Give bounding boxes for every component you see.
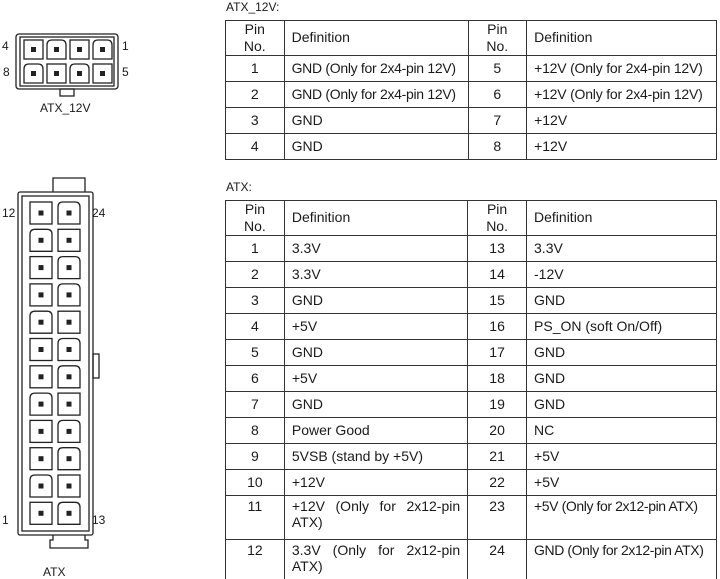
pin-definition-cell: +12V (Only for 2x4-pin 12V)	[527, 81, 717, 107]
pin-definition-cell: +12V	[527, 133, 717, 159]
header-pin-no: Pin No.	[226, 21, 285, 56]
pin-number-cell: 3	[226, 107, 285, 133]
pin-number-cell: 6	[226, 365, 285, 391]
pin-dot	[77, 71, 82, 76]
pin-number-cell: 20	[468, 417, 527, 443]
pin-number-cell: 7	[226, 391, 285, 417]
atx-pin-label-12: 12	[2, 206, 16, 220]
pin-dot	[100, 47, 105, 52]
pin-number-cell: 8	[226, 417, 285, 443]
pin-dot	[67, 265, 72, 270]
pin-number-cell: 13	[468, 235, 527, 261]
atx12v-table-title: ATX_12V:	[226, 0, 280, 14]
pin-dot	[39, 238, 44, 243]
table-row	[226, 339, 717, 365]
pin-dot	[67, 429, 72, 434]
pin-number-cell: 15	[468, 287, 527, 313]
pin-definition-cell: +5V	[284, 313, 467, 339]
pin-definition-cell: GND	[284, 133, 468, 159]
pin-dot	[31, 47, 36, 52]
atx12v-pin-label-8: 8	[3, 65, 10, 79]
atx-connector-diagram	[15, 178, 115, 558]
pin-dot	[67, 211, 72, 216]
pin-definition-cell: +12V	[284, 469, 467, 495]
pin-number-cell: 22	[468, 469, 527, 495]
pin-number-cell: 2	[226, 81, 285, 107]
pin-dot	[67, 374, 72, 379]
atx-pin-label-24: 24	[92, 206, 106, 220]
pin-number-cell: 18	[468, 365, 527, 391]
connector-housing	[18, 192, 93, 535]
table-row	[226, 391, 717, 417]
header-definition: Definition	[284, 21, 468, 56]
pin-definition-cell: GND (Only for 2x12-pin ATX)	[527, 539, 717, 579]
pin-definition-cell: +12V (Only for 2x4-pin 12V)	[527, 55, 717, 81]
pin-definition-cell: GND	[527, 287, 717, 313]
atx12v-pin-table	[225, 20, 717, 160]
pin-dot	[67, 238, 72, 243]
pin-definition-cell: +12V	[527, 107, 717, 133]
pin-dot	[39, 511, 44, 516]
atx-pin-table	[225, 200, 717, 579]
pin-definition-cell: NC	[527, 417, 717, 443]
table-row	[226, 443, 717, 469]
pin-number-cell: 4	[226, 133, 285, 159]
table-row	[226, 55, 717, 81]
pin-number-cell: 11	[226, 495, 285, 539]
atx-pin-label-1: 1	[2, 513, 9, 527]
pin-number-cell: 5	[468, 55, 527, 81]
table-header-row	[226, 21, 717, 56]
table-header-row	[226, 201, 717, 236]
pin-number-cell: 21	[468, 443, 527, 469]
pin-number-cell: 23	[468, 495, 527, 539]
pin-definition-cell: GND	[527, 391, 717, 417]
connector-inner	[20, 37, 114, 86]
header-pin-no: Pin No.	[226, 201, 285, 236]
pin-number-cell: 3	[226, 287, 285, 313]
pin-definition-cell: GND	[284, 339, 467, 365]
pin-number-cell: 19	[468, 391, 527, 417]
pin-definition-cell: -12V	[527, 261, 717, 287]
atx12v-pin-label-4: 4	[2, 39, 9, 53]
header-definition: Definition	[527, 21, 717, 56]
pin-definition-cell: GND (Only for 2x4-pin 12V)	[284, 55, 468, 81]
pin-definition-cell: GND	[527, 365, 717, 391]
pin-definition-cell: GND	[284, 391, 467, 417]
pin-number-cell: 24	[468, 539, 527, 579]
pin-dot	[67, 292, 72, 297]
pin-definition-cell: +12V (Only for 2x12-pin ATX)	[284, 495, 467, 539]
pin-dot	[39, 484, 44, 489]
pin-number-cell: 6	[468, 81, 527, 107]
pin-definition-cell: GND (Only for 2x4-pin 12V)	[284, 81, 468, 107]
table-row	[226, 235, 717, 261]
header-definition: Definition	[527, 201, 717, 236]
pin-number-cell: 1	[226, 235, 285, 261]
pin-dot	[39, 211, 44, 216]
pin-definition-cell: +5V	[527, 469, 717, 495]
pin-definition-cell: GND	[284, 107, 468, 133]
pin-definition-cell: GND	[527, 339, 717, 365]
atx12v-connector-diagram	[14, 34, 124, 94]
pin-number-cell: 4	[226, 313, 285, 339]
pin-number-cell: 8	[468, 133, 527, 159]
pin-dot	[39, 292, 44, 297]
table-row	[226, 365, 717, 391]
pin-dot	[31, 71, 36, 76]
pin-dot	[67, 347, 72, 352]
pin-dot	[67, 402, 72, 407]
pin-dot	[67, 320, 72, 325]
pin-number-cell: 1	[226, 55, 285, 81]
pin-definition-cell: Power Good	[284, 417, 467, 443]
pin-definition-cell: +5V	[527, 443, 717, 469]
table-row	[226, 261, 717, 287]
pin-dot	[67, 484, 72, 489]
atx12v-pin-label-1: 1	[122, 39, 129, 53]
pin-dot	[39, 265, 44, 270]
pin-number-cell: 14	[468, 261, 527, 287]
pin-definition-cell: PS_ON (soft On/Off)	[527, 313, 717, 339]
pin-definition-cell: GND	[284, 287, 467, 313]
connector-latch-top	[53, 178, 85, 192]
pin-dot	[39, 402, 44, 407]
pin-dot	[39, 456, 44, 461]
connector-side-tab	[93, 354, 99, 378]
table-row	[226, 495, 717, 539]
table-row	[226, 417, 717, 443]
pin-dot	[67, 456, 72, 461]
pin-number-cell: 9	[226, 443, 285, 469]
table-row	[226, 469, 717, 495]
pin-number-cell: 7	[468, 107, 527, 133]
atx-pin-label-13: 13	[92, 513, 106, 527]
pin-dot	[39, 347, 44, 352]
pin-dot	[39, 320, 44, 325]
pin-number-cell: 17	[468, 339, 527, 365]
table-row	[226, 81, 717, 107]
pin-definition-cell: +5V (Only for 2x12-pin ATX)	[527, 495, 717, 539]
pin-definition-cell: +5V	[284, 365, 467, 391]
connector-inner	[22, 196, 89, 531]
atx12v-pin-label-5: 5	[122, 65, 129, 79]
header-definition: Definition	[284, 201, 467, 236]
pin-number-cell: 10	[226, 469, 285, 495]
pin-number-cell: 5	[226, 339, 285, 365]
connector-latch-bottom	[50, 535, 88, 548]
table-row	[226, 287, 717, 313]
pin-dot	[39, 429, 44, 434]
pin-definition-cell: 3.3V	[527, 235, 717, 261]
pin-number-cell: 2	[226, 261, 285, 287]
connector-latch	[60, 89, 74, 96]
pin-number-cell: 12	[226, 539, 285, 579]
table-row	[226, 313, 717, 339]
table-row	[226, 133, 717, 159]
pin-dot	[67, 511, 72, 516]
pin-dot	[77, 47, 82, 52]
header-pin-no: Pin No.	[468, 21, 527, 56]
pin-dot	[100, 71, 105, 76]
pin-number-cell: 16	[468, 313, 527, 339]
pin-definition-cell: 3.3V	[284, 235, 467, 261]
atx-diagram-label: ATX	[43, 565, 66, 579]
table-row	[226, 107, 717, 133]
pin-definition-cell: 5VSB (stand by +5V)	[284, 443, 467, 469]
pin-dot	[54, 47, 59, 52]
atx12v-diagram-label: ATX_12V	[40, 101, 91, 115]
table-row	[226, 539, 717, 579]
connector-housing	[16, 34, 118, 89]
pin-definition-cell: 3.3V	[284, 261, 467, 287]
pin-definition-cell: 3.3V (Only for 2x12-pin ATX)	[284, 539, 467, 579]
pin-dot	[39, 374, 44, 379]
header-pin-no: Pin No.	[468, 201, 527, 236]
atx-table-title: ATX:	[226, 180, 252, 194]
pin-dot	[54, 71, 59, 76]
